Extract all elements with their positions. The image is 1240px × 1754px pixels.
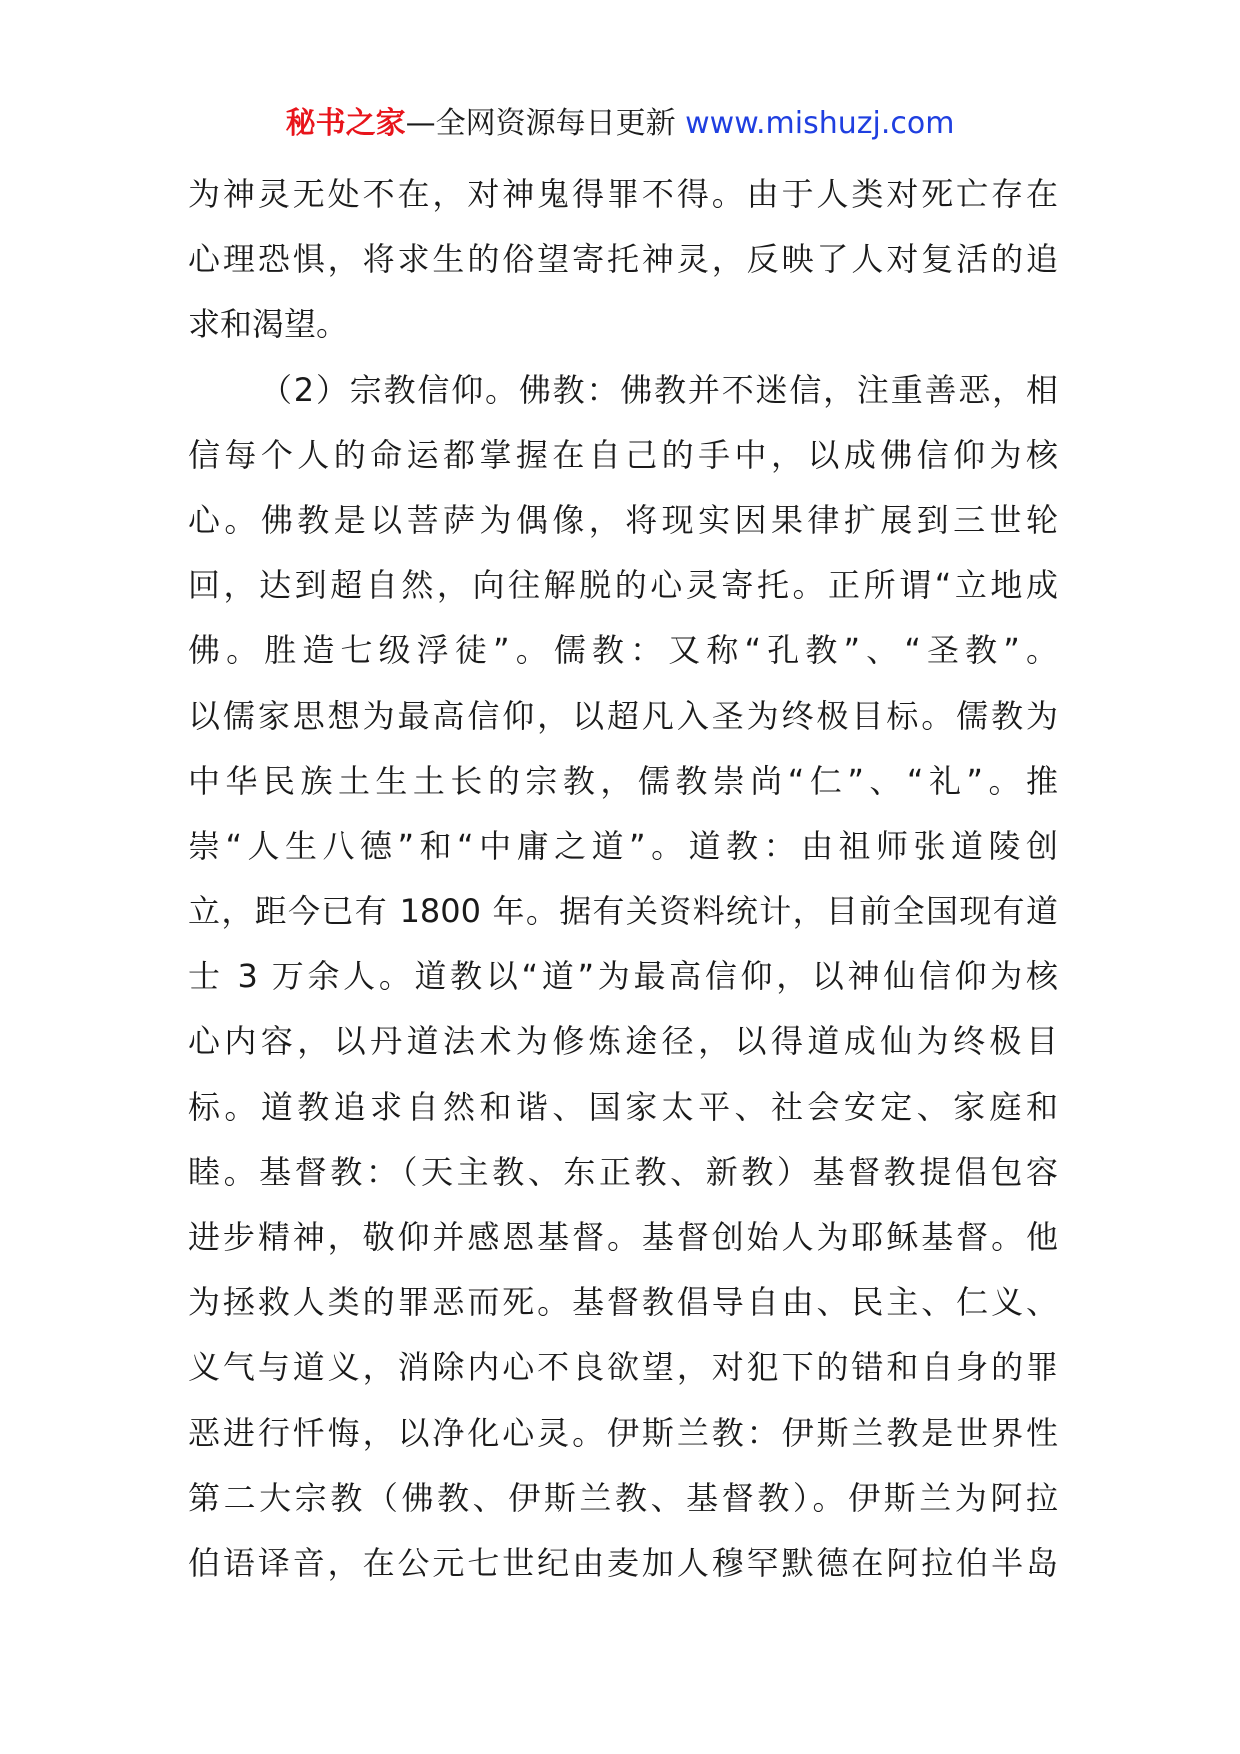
text-line: 第二大宗教（佛教、伊斯兰教、基督教）。伊斯兰为阿拉 (188, 1478, 1058, 1517)
text-line: 为神灵无处不在，对神鬼得罪不得。由于人类对死亡存在 (188, 175, 1058, 213)
text-line: 中华民族土生土长的宗教，儒教崇尚“仁”、“礼”。推 (188, 761, 1058, 800)
text-line: 求和渴望。 (188, 305, 349, 344)
text-line: 士 3 万余人。道教以“道”为最高信仰，以神仙信仰为核 (188, 957, 1058, 996)
brand-name: 秘书之家 (285, 106, 406, 141)
header-tagline: —全网资源每日更新 (405, 106, 676, 141)
page-header (0, 100, 1240, 148)
text-line: 佛。胜造七级浮徒”。儒教：又称“孔教”、“圣教”。 (188, 631, 1058, 670)
text-line: 信每个人的命运都掌握在自己的手中，以成佛信仰为核 (188, 435, 1058, 474)
text-line: 义气与道义，消除内心不良欲望，对犯下的错和自身的罪 (188, 1348, 1058, 1387)
text-line: 标。道教追求自然和谐、国家太平、社会安定、家庭和 (188, 1087, 1058, 1126)
text-line: 以儒家思想为最高信仰，以超凡入圣为终极目标。儒教为 (188, 696, 1058, 735)
text-line: 睦。基督教：（天主教、东正教、新教）基督教提倡包容 (188, 1152, 1058, 1191)
text-line: 进步精神，敬仰并感恩基督。基督创始人为耶稣基督。他 (188, 1218, 1058, 1256)
text-line: 心内容，以丹道法术为修炼途径，以得道成仙为终极目 (188, 1022, 1058, 1061)
text-line: 心理恐惧，将求生的俗望寄托神灵，反映了人对复活的追 (188, 240, 1058, 279)
document-body (188, 162, 1058, 1596)
text-line: 崇“人生八德”和“中庸之道”。道教：由祖师张道陵创 (188, 826, 1058, 865)
text-line: 恶进行忏悔，以净化心灵。伊斯兰教：伊斯兰教是世界性 (188, 1413, 1058, 1452)
site-link[interactable]: www.mishuzj.com (685, 106, 955, 141)
text-line: （2）宗教信仰。佛教：佛教并不迷信，注重善恶，相 (260, 370, 1058, 409)
text-line: 心。佛教是以菩萨为偶像，将现实因果律扩展到三世轮 (188, 500, 1058, 539)
text-line: 为拯救人类的罪恶而死。基督教倡导自由、民主、仁义、 (188, 1283, 1058, 1322)
text-line: 伯语译音，在公元七世纪由麦加人穆罕默德在阿拉伯半岛 (188, 1543, 1058, 1582)
text-line: 立，距今已有 1800 年。据有关资料统计，目前全国现有道 (188, 892, 1058, 931)
text-line: 回，达到超自然，向往解脱的心灵寄托。正所谓“立地成 (188, 566, 1058, 605)
